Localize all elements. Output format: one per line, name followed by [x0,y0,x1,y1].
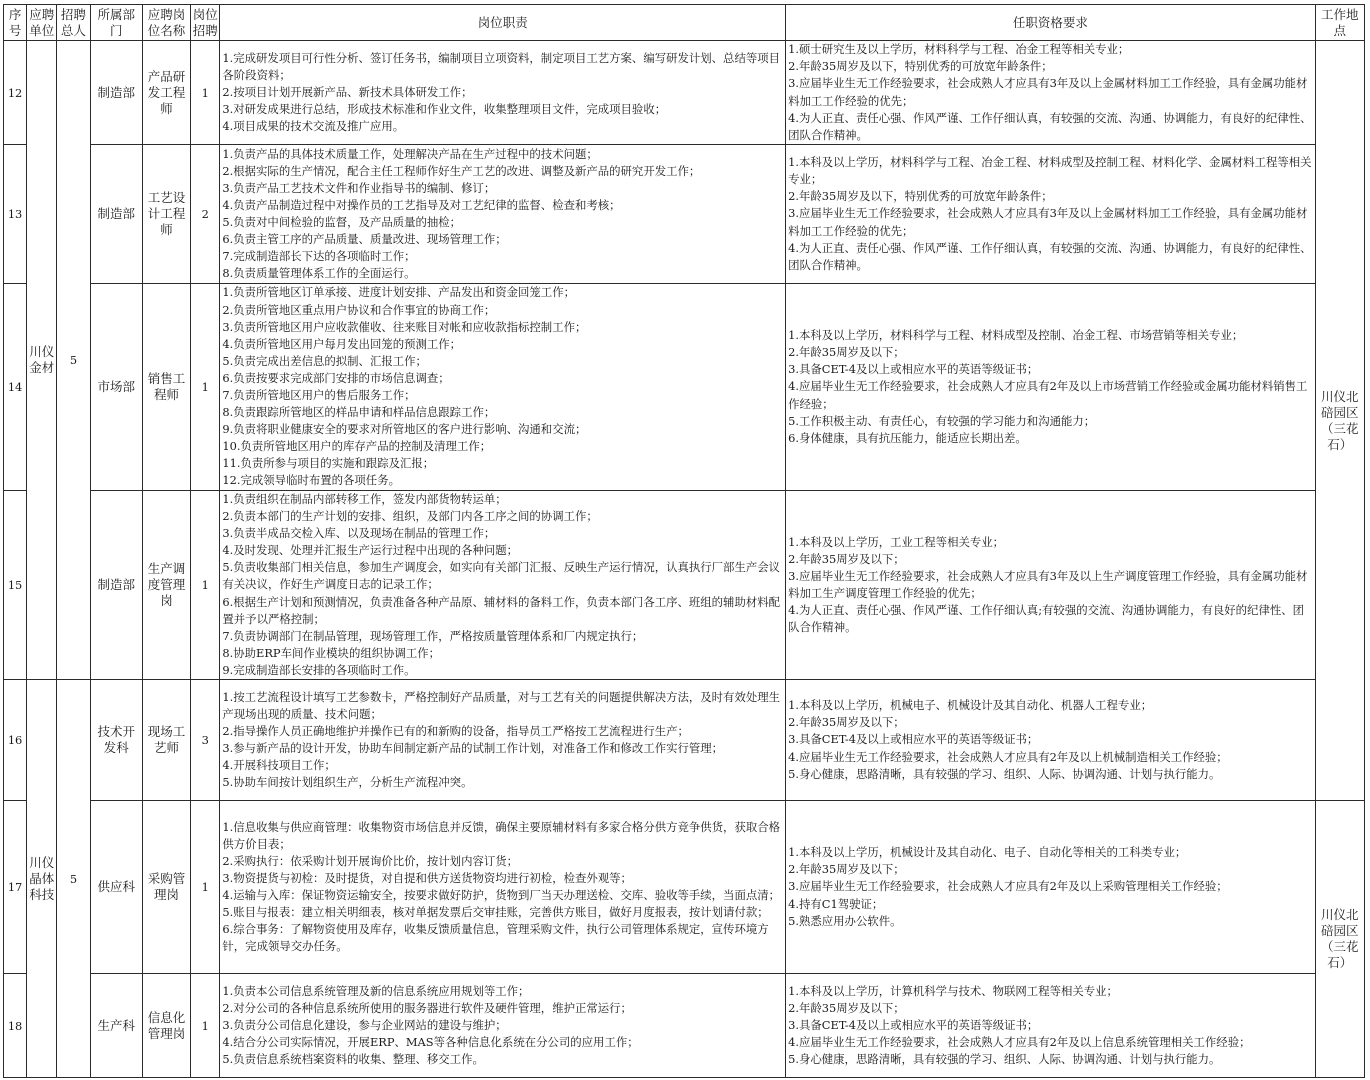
row-reqs-line: 3.具备CET-4及以上或相应水平的英语等级证书； [788,732,1039,747]
header-row [4,5,1365,41]
row-seq: 17 [4,801,27,974]
row-count: 1 [191,974,220,1078]
header-seq: 序号 [4,5,27,41]
row-duties-line: 7.负责所管地区用户的售后服务工作； [222,388,416,402]
row-duties-line: 12.完成领导临时布置的各项任务。 [222,473,400,488]
row-duties-line: 4.负责所管地区用户每月发出回笼的预测工作； [222,336,462,351]
row-reqs-line: 6.身体健康，具有抗压能力，能适应长期出差。 [788,430,1027,445]
row-duties-line: 3.负责产品工艺技术文件和作业指导书的编制、修订； [222,180,496,195]
row-reqs-line: 2.年龄35周岁及以下，特别优秀的可放宽年龄条件； [788,189,1053,204]
row-seq: 18 [4,974,27,1078]
row-reqs-line: 4.为人正直、责任心强、作风严谨、工作仔细认真，有较强的交流、沟通、协调能力，有良好的纪律性、团队合作精神。 [788,110,1312,142]
header-location: 工作地点 [1315,5,1364,41]
row-duties [220,801,786,974]
row-duties-line: 9.完成制造部长安排的各项临时工作。 [222,662,416,677]
row-reqs-line: 1.本科及以上学历，计算机科学与技术、物联网工程等相关专业； [788,983,1118,998]
row-dept: 市场部 [90,284,142,491]
row-duties-line: 8.负责跟踪所管地区的样品申请和样品信息跟踪工作； [222,405,496,420]
row-reqs-line: 2.年龄35周岁及以下，特别优秀的可放宽年龄条件； [788,59,1053,74]
row-reqs [786,680,1316,801]
row-duties-line: 6.负责按要求完成部门安排的市场信息调查； [222,370,450,385]
row-reqs-line: 5.工作积极主动、有责任心，有较强的学习能力和沟通能力； [788,413,1096,428]
row-dept: 供应科 [90,801,142,974]
row-duties-line: 5.负责完成出差信息的拟制、汇报工作； [222,353,427,368]
row-reqs-line: 4.为人正直、责任心强、作风严谨、工作仔细认真，有较强的交流、沟通、协调能力，有良好的纪律性、团队合作精神。 [788,240,1312,272]
row-count: 2 [191,145,220,284]
row-duties-line: 5.负责收集部门相关信息，参加生产调度会，如实向有关部门汇报、反映生产运行情况，认真执行厂部生产会议有关决议，作好生产调度日志的记录工作； [222,560,781,592]
row-reqs-line: 2.年龄35周岁及以下； [788,345,905,360]
row-reqs [786,41,1316,145]
row-dept: 制造部 [90,145,142,284]
row-reqs-line: 5.熟悉应用办公软件。 [788,913,902,928]
row-duties-line: 1.负责产品的具体技术质量工作，处理解决产品在生产过程中的技术问题； [222,146,598,161]
row-reqs-line: 5.身心健康，思路清晰，具有较强的学习、组织、人际、协调沟通、计划与执行能力。 [788,1052,1221,1067]
header-duties: 岗位职责 [220,5,786,41]
row-reqs-line: 1.本科及以上学历，机械设计及其自动化、电子、自动化等相关的工科类专业； [788,845,1187,860]
row-reqs-line: 1.本科及以上学历，机械电子、机械设计及其自动化、机器人工程专业； [788,698,1153,713]
row-duties-line: 2.对分公司的各种信息系统所使用的服务器进行软件及硬件管理，维护正常运行； [222,1000,632,1015]
job-row [4,491,1365,680]
row-seq: 14 [4,284,27,491]
row-count: 1 [191,491,220,680]
row-duties-line: 10.负责所管地区用户的库存产品的控制及清理工作； [222,439,492,454]
row-duties-line: 3.对研发成果进行总结，形成技术标准和作业文件，收集整理项目文件，完成项目验收； [222,102,667,117]
row-reqs [786,284,1316,491]
row-duties-line: 5.协助车间按计划组织生产，分析生产流程冲突。 [222,775,473,790]
row-duties-line: 2.负责所管地区重点用户协议和合作事宜的协商工作； [222,302,496,317]
row-duties-line: 3.负责所管地区用户应收款催收、往来账目对帐和应收款指标控制工作； [222,319,587,334]
row-title: 工艺设计工程师 [142,145,190,284]
recruitment-table [3,4,1365,1078]
job-row [4,801,1365,974]
row-duties-line: 2.指导操作人员正确地维护并操作已有的和新购的设备，指导员工严格按工艺流程进行生产； [222,723,689,738]
row-duties-line: 2.按项目计划开展新产品、新技术具体研发工作； [222,84,473,99]
row-reqs-line: 4.应届毕业生无工作经验要求，社会成熟人才应具有2年及以上信息系统管理相关工作经验； [788,1035,1251,1050]
row-duties-line: 2.采购执行：依采购计划开展询价比价，按计划内容订货； [222,853,519,868]
row-reqs-line: 3.应届毕业生无工作经验要求，社会成熟人才应具有3年及以上金属材料加工工作经验，具有金属功能材料加工工作经验的优先； [788,206,1308,238]
row-duties [220,145,786,284]
row-duties-line: 4.项目成果的技术交流及推广应用。 [222,119,405,134]
row-duties-line: 1.负责本公司信息系统管理及新的信息系统应用规划等工作； [222,983,530,998]
row-duties [220,974,786,1078]
row-reqs-line: 1.本科及以上学历，材料科学与工程、冶金工程、材料成型及控制工程、材料化学、金属材料工程等相关专业； [788,155,1312,187]
row-count: 1 [191,284,220,491]
row-count: 1 [191,801,220,974]
row-seq: 16 [4,680,27,801]
unit-total: 5 [57,680,90,1078]
row-reqs [786,974,1316,1078]
row-duties-line: 3.参与新产品的设计开发，协助车间制定新产品的试制工作计划，对准备工作和修改工作实行管理； [222,741,724,756]
row-reqs-line: 3.应届毕业生无工作经验要求，社会成熟人才应具有2年及以上采购管理相关工作经验； [788,879,1228,894]
unit-name: 川仪晶体科技 [27,680,57,1078]
row-dept: 生产科 [90,974,142,1078]
header-total: 招聘总人 [57,5,90,41]
work-location: 川仪北碚园区（三花石） [1315,41,1364,801]
row-title: 销售工程师 [142,284,190,491]
row-duties-line: 6.负责主管工序的产品质量、质量改进、现场管理工作； [222,232,507,247]
row-duties-line: 9.负责将职业健康安全的要求对所管地区的客户进行影响、沟通和交流； [222,422,587,437]
row-duties-line: 5.负责信息系统档案资料的收集、整理、移交工作。 [222,1052,484,1067]
header-unit: 应聘单位 [27,5,57,41]
row-reqs-line: 4.为人正直、责任心强、作风严谨、工作仔细认真;有较强的交流、沟通协调能力，有良好的纪律性、团队合作精神。 [788,603,1305,635]
row-reqs-line: 1.本科及以上学历，材料科学与工程、材料成型及控制、冶金工程、市场营销等相关专业； [788,328,1244,343]
job-row [4,41,1365,145]
job-row [4,680,1365,801]
row-reqs-line: 3.应届毕业生无工作经验要求，社会成熟人才应具有3年及以上生产调度管理工作经验，具有金属功能材料加工生产调度管理工作经验的优先； [788,568,1308,601]
row-duties-line: 5.账目与报表：建立相关明细表，核对单据发票后交审挂账，完善供方账目，做好月度报表，按计划请付款； [222,905,769,920]
header-dept: 所属部门 [90,5,142,41]
row-duties-line: 8.负责质量管理体系工作的全面运行。 [222,266,416,281]
row-duties-line: 1.信息收集与供应商管理：收集物资市场信息并反馈，确保主要原辅材料有多家合格分供方竞争供货，获取合格供方价目表； [222,819,781,851]
row-reqs-line: 2.年龄35周岁及以下； [788,1000,905,1015]
row-seq: 15 [4,491,27,680]
row-duties-line: 1.完成研发项目可行性分析、签订任务书，编制项目立项资料，制定项目工艺方案、编写研发计划、总结等项目各阶段资料； [222,50,781,82]
row-duties [220,284,786,491]
row-reqs-line: 4.持有C1驾驶证； [788,896,884,911]
row-reqs-line: 2.年龄35周岁及以下； [788,862,905,877]
row-duties-line: 6.根据生产计划和预测情况，负责准备各种产品原、辅材料的备料工作，负责本部门各工序、班组的辅助材料配置并予以严格控制； [222,594,781,626]
row-seq: 13 [4,145,27,284]
unit-name: 川仪金材 [27,41,57,680]
row-duties-line: 4.运输与入库：保证物资运输安全，按要求做好防护，货物到厂当天办理送检、交库、验收等手续，当面点清； [222,888,781,903]
row-reqs-line: 3.具备CET-4及以上或相应水平的英语等级证书； [788,1017,1039,1032]
row-reqs [786,145,1316,284]
row-duties-line: 3.负责半成品交检入库、以及现场在制品的管理工作； [222,526,496,541]
row-dept: 制造部 [90,491,142,680]
row-reqs-line: 4.应届毕业生无工作经验要求，社会成熟人才应具有2年及以上市场营销工作经验或金属功能材料销售工作经验； [788,379,1308,411]
row-duties-line: 4.结合分公司实际情况，开展ERP、MAS等各种信息化系统在分公司的应用工作； [222,1035,639,1050]
row-reqs-line: 2.年龄35周岁及以下； [788,715,905,730]
row-reqs-line: 2.年龄35周岁及以下； [788,551,905,566]
row-duties-line: 2.负责本部门的生产计划的安排、组织，及部门内各工序之间的协调工作； [222,509,598,524]
row-dept: 制造部 [90,41,142,145]
row-duties-line: 4.负责产品制造过程中对操作员的工艺指导及对工艺纪律的监督、检查和考核； [222,197,621,212]
row-duties-line: 6.综合事务：了解物资使用及库存，收集反馈质量信息，管理采购文件，执行公司管理体系规定，宣传环境方针，完成领导交办任务。 [222,922,769,954]
job-row [4,145,1365,284]
unit-total: 5 [57,41,90,680]
row-title: 产品研发工程师 [142,41,190,145]
row-count: 3 [191,680,220,801]
row-duties [220,680,786,801]
row-duties-line: 2.根据实际的生产情况，配合主任工程师作好生产工艺的改进、调整及新产品的研究开发工作； [222,163,701,178]
row-title: 生产调度管理岗 [142,491,190,680]
row-reqs [786,801,1316,974]
row-duties-line: 3.物资提货与初检：及时提货，对自提和供方送货物资均进行初检，检查外观等； [222,870,632,885]
row-duties-line: 3.负责分公司信息化建设，参与企业网站的建设与维护； [222,1017,507,1032]
row-duties-line: 1.负责所管地区订单承接、进度计划安排、产品发出和资金回笼工作； [222,285,575,300]
row-duties-line: 1.按工艺流程设计填写工艺参数卡，严格控制好产品质量，对与工艺有关的问题提供解决方法，及时有效处理生产现场出现的质量、技术问题； [222,689,781,721]
header-title: 应聘岗位名称 [142,5,190,41]
row-seq: 12 [4,41,27,145]
row-count: 1 [191,41,220,145]
row-duties-line: 4.开展科技项目工作； [222,758,336,773]
row-reqs-line: 3.应届毕业生无工作经验要求，社会成熟人才应具有3年及以上金属材料加工工作经验，具有金属功能材料加工工作经验的优先； [788,76,1308,108]
row-duties-line: 11.负责所参与项目的实施和跟踪及汇报； [222,456,435,471]
row-reqs-line: 1.本科及以上学历，工业工程等相关专业； [788,534,1005,549]
row-duties [220,491,786,680]
work-location: 川仪北碚园区（三花石） [1315,801,1364,1078]
header-reqs: 任职资格要求 [786,5,1316,41]
row-title: 信息化管理岗 [142,974,190,1078]
row-duties-line: 8.协助ERP车间作业模块的组织协调工作； [222,645,441,660]
row-duties-line: 1.负责组织在制品内部转移工作，签发内部货物转运单； [222,492,507,506]
row-duties-line: 4.及时发现、处理并汇报生产运行过程中出现的各种问题； [222,543,519,558]
row-title: 采购管理岗 [142,801,190,974]
row-duties-line: 7.负责协调部门在制品管理，现场管理工作，严格按质量管理体系和厂内规定执行； [222,628,644,643]
row-reqs [786,491,1316,680]
row-duties-line: 7.完成制造部长下达的各项临时工作； [222,249,416,264]
row-reqs-line: 4.应届毕业生无工作经验要求，社会成熟人才应具有2年及以上机械制造相关工作经验； [788,749,1228,764]
row-duties [220,41,786,145]
row-reqs-line: 3.具备CET-4及以上或相应水平的英语等级证书； [788,362,1039,377]
row-duties-line: 5.负责对中间检验的监督，及产品质量的抽检； [222,215,462,229]
row-reqs-line: 5.身心健康，思路清晰，具有较强的学习、组织、人际、协调沟通、计划与执行能力。 [788,766,1221,781]
job-row [4,974,1365,1078]
row-reqs-line: 1.硕士研究生及以上学历，材料科学与工程、冶金工程等相关专业； [788,42,1130,57]
job-row [4,284,1365,491]
row-title: 现场工艺师 [142,680,190,801]
row-dept: 技术开发科 [90,680,142,801]
header-count: 岗位招聘 [191,5,220,41]
